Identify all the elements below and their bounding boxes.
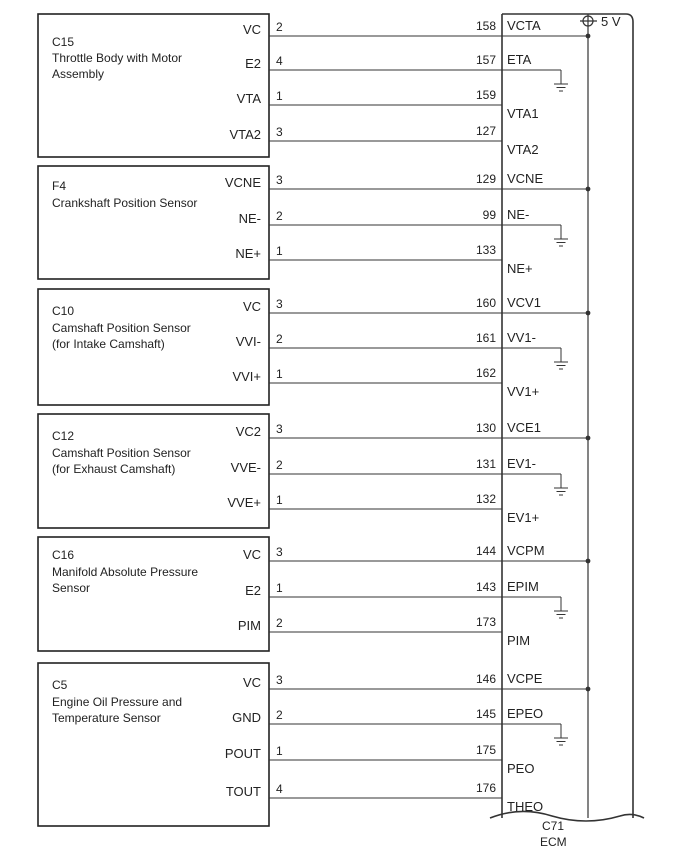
components-layer (38, 14, 590, 826)
sensor-pin-number: 1 (276, 244, 283, 258)
ecm-pin-number: 130 (475, 421, 496, 435)
sensor-pin-number: 1 (276, 493, 283, 507)
wire-epim (245, 579, 568, 618)
sensor-pin-number: 3 (276, 297, 283, 311)
sensor-pin-label: GND (232, 710, 261, 725)
junction-dot (586, 687, 591, 692)
wire-ne (239, 207, 568, 246)
ecm-terminal-label: THEO (507, 799, 544, 814)
ecm-pin-number: 143 (475, 580, 496, 594)
sensor-pin-label: VC (242, 675, 261, 690)
sensor-pin-number: 2 (276, 332, 283, 346)
sensor-pin-number: 1 (276, 744, 283, 758)
sensor-pin-number: 2 (276, 708, 283, 722)
wire-peo (225, 743, 535, 776)
component-c5 (38, 663, 590, 826)
component-c10 (38, 289, 590, 405)
sensor-pin-number: 3 (276, 173, 283, 187)
ecm-terminal-label: VCV1 (507, 295, 541, 310)
ground-icon (554, 362, 568, 369)
junction-dot (586, 559, 591, 564)
ecm-terminal-label: ETA (507, 52, 532, 67)
ecm-terminal-label: VCPE (507, 671, 543, 686)
sensor-pin-label: E2 (245, 56, 261, 71)
ecm-pin-number: 159 (475, 88, 496, 102)
ecm-pin-number: 127 (475, 124, 496, 138)
ecm-pin-number: 133 (475, 243, 496, 257)
component-code: C16 (52, 548, 75, 562)
component-name-line: Crankshaft Position Sensor (52, 196, 198, 210)
component-code: C15 (52, 35, 75, 49)
ecm-terminal-label: NE+ (507, 261, 533, 276)
ground-icon (554, 488, 568, 495)
wire-vta2 (229, 124, 538, 157)
ecm-terminal-label: VCPM (507, 543, 545, 558)
sensor-pin-number: 4 (276, 782, 283, 796)
component-c16 (38, 537, 590, 651)
ground-icon (554, 611, 568, 618)
ecm-terminal-label: VTA1 (507, 106, 539, 121)
component-code: F4 (52, 179, 67, 193)
sensor-pin-number: 1 (276, 89, 283, 103)
wire-vta1 (237, 88, 539, 121)
component-code: C12 (52, 429, 75, 443)
ecm-pin-number: 161 (475, 331, 496, 345)
ecm-terminal-label: VV1+ (507, 384, 540, 399)
component-name-line: (for Exhaust Camshaft) (52, 462, 176, 476)
junction-dot (586, 311, 591, 316)
wire-vcv1 (243, 295, 590, 315)
sensor-pin-number: 1 (276, 367, 283, 381)
ecm-outline (490, 14, 644, 821)
component-box (38, 663, 269, 826)
wire-vce1 (236, 420, 591, 440)
sensor-pin-number: 3 (276, 545, 283, 559)
sensor-pin-label: PIM (237, 618, 261, 633)
component-f4 (38, 166, 590, 279)
sensor-pin-label: E2 (245, 583, 261, 598)
ecm-pin-number: 157 (475, 53, 496, 67)
ground-icon (554, 84, 568, 91)
sensor-pin-number: 3 (276, 673, 283, 687)
component-name-line: (for Intake Camshaft) (52, 337, 165, 351)
ecm-pin-number: 144 (475, 544, 496, 558)
sensor-pin-label: VVE- (230, 460, 261, 475)
component-c12 (38, 414, 590, 528)
sensor-pin-number: 4 (276, 54, 283, 68)
ecm-terminal-label: VCE1 (507, 420, 541, 435)
ecm-terminal-label: NE- (507, 207, 530, 222)
component-name-line: Throttle Body with Motor (52, 51, 183, 65)
sensor-pin-label: VVI- (235, 334, 261, 349)
component-name-line: Camshaft Position Sensor (52, 321, 191, 335)
sensor-pin-number: 3 (276, 422, 283, 436)
ecm-pin-number: 146 (475, 672, 496, 686)
ecm-pin-number: 129 (475, 172, 496, 186)
ecm-terminal-label: VCNE (507, 171, 544, 186)
ecm-terminal-label: VV1- (507, 330, 536, 345)
sensor-pin-number: 2 (276, 458, 283, 472)
wire-ne (235, 243, 532, 276)
ecm-terminal-label: EV1- (507, 456, 536, 471)
sensor-pin-label: VVE+ (227, 495, 261, 510)
wire-vv1 (236, 330, 568, 369)
wire-ev1 (227, 492, 539, 525)
ecm-pin-number: 175 (475, 743, 496, 757)
wire-vcta (243, 18, 590, 38)
sensor-pin-label: VC (242, 547, 261, 562)
wire-epeo (232, 706, 568, 745)
ecm-name: ECM (540, 835, 567, 849)
wire-pim (238, 615, 530, 648)
wire-vcpe (243, 671, 590, 691)
component-code: C10 (52, 304, 75, 318)
sensor-pin-label: VCNE (224, 175, 261, 190)
wire-eta (245, 52, 568, 91)
ecm-pin-number: 173 (475, 615, 496, 629)
sensor-pin-label: VVI+ (232, 369, 261, 384)
ecm-terminal-label: PEO (507, 761, 535, 776)
ecm-terminal-label: PIM (507, 633, 531, 648)
wire-vcne (225, 171, 591, 191)
sensor-pin-label: POUT (224, 746, 261, 761)
junction-dot (586, 187, 591, 192)
ecm-terminal-label: EPEO (507, 706, 544, 721)
ecm-pin-number: 131 (475, 457, 496, 471)
component-name-line: Camshaft Position Sensor (52, 446, 191, 460)
ecm-pin-number: 132 (475, 492, 496, 506)
wire-theo (226, 781, 543, 814)
component-c15 (38, 14, 590, 157)
sensor-pin-label: VC (242, 299, 261, 314)
component-name-line: Assembly (52, 67, 105, 81)
ecm-terminal-label: EV1+ (507, 510, 540, 525)
component-name-line: Engine Oil Pressure and (52, 695, 183, 709)
sensor-pin-label: VC2 (235, 424, 261, 439)
ecm-pin-number: 145 (475, 707, 496, 721)
sensor-pin-label: NE- (238, 211, 261, 226)
sensor-pin-number: 2 (276, 616, 283, 630)
sensor-pin-label: TOUT (225, 784, 261, 799)
ecm-pin-number: 162 (475, 366, 496, 380)
wire-vcpm (243, 543, 590, 563)
ecm-pin-number: 158 (475, 19, 496, 33)
sensor-pin-label: VC (242, 22, 261, 37)
ecm-pin-number: 160 (475, 296, 496, 310)
supply-voltage-label: 5 V (601, 14, 621, 29)
ecm-pin-number: 176 (475, 781, 496, 795)
ecm-connector-code: C71 (542, 819, 565, 833)
component-name-line: Manifold Absolute Pressure (52, 565, 199, 579)
sensor-pin-number: 3 (276, 125, 283, 139)
wire-ev1 (231, 456, 568, 495)
sensor-pin-number: 2 (276, 20, 283, 34)
sensor-pin-number: 1 (276, 581, 283, 595)
wire-vv1 (232, 366, 539, 399)
supply-bus (580, 14, 621, 818)
sensor-pin-label: NE+ (235, 246, 261, 261)
ecm-terminal-label: VCTA (507, 18, 541, 33)
ecm-terminal-label: EPIM (507, 579, 539, 594)
component-name-line: Sensor (52, 581, 91, 595)
ground-icon (554, 239, 568, 246)
sensor-pin-label: VTA2 (229, 127, 261, 142)
ecm-terminal-label: VTA2 (507, 142, 539, 157)
ground-icon (554, 738, 568, 745)
junction-dot (586, 34, 591, 39)
sensor-pin-label: VTA (236, 91, 261, 106)
ecm-pin-number: 99 (482, 208, 496, 222)
component-name-line: Temperature Sensor (52, 711, 161, 725)
sensor-pin-number: 2 (276, 209, 283, 223)
component-code: C5 (52, 678, 68, 692)
junction-dot (586, 436, 591, 441)
